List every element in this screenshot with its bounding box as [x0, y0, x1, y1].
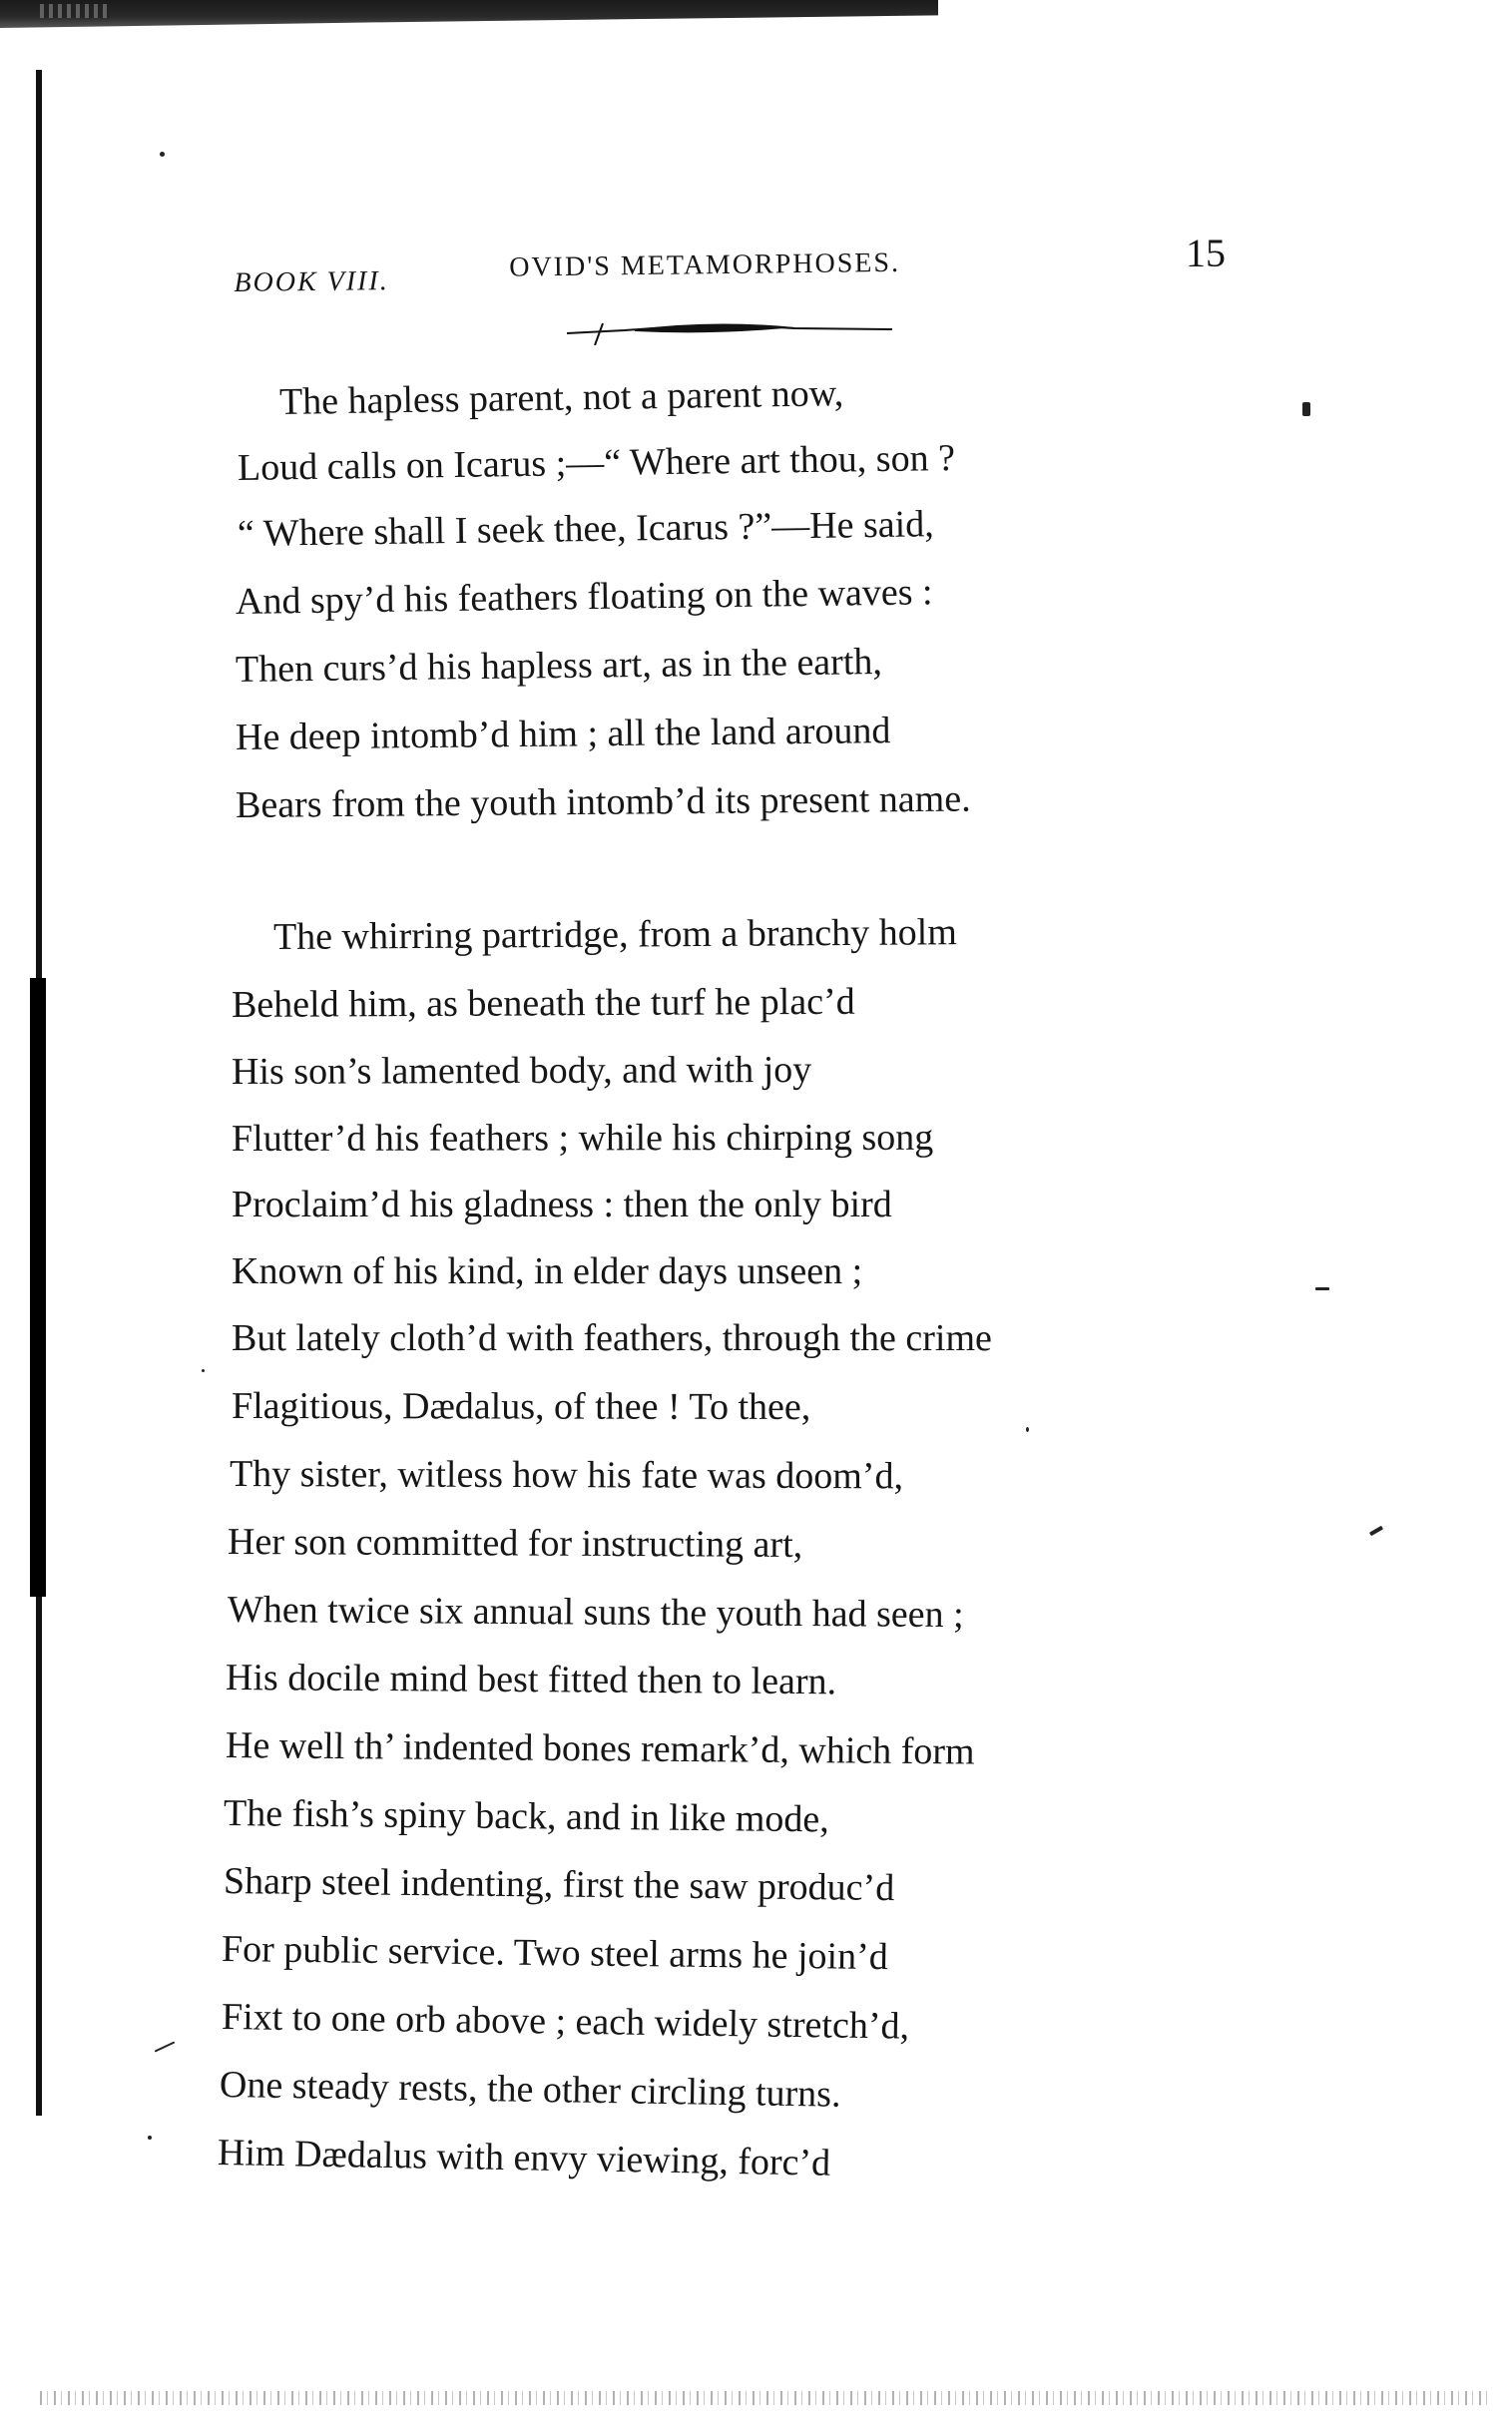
- poem-line: The fish’s spiny back, and in like mode,: [223, 1792, 830, 1841]
- poem-line: When twice six annual suns the youth had seen ;: [227, 1589, 964, 1637]
- poem-line: Proclaim’d his gladness : then the only bird: [232, 1184, 892, 1225]
- ink-speck: [1315, 1287, 1329, 1290]
- poem-line: Beheld him, as beneath the turf he plac’d: [231, 980, 855, 1026]
- poem-line: He well th’ indented bones remark’d, which form: [225, 1724, 975, 1773]
- book-number: BOOK VIII.: [234, 265, 389, 298]
- poem-line: Flutter’d his feathers ; while his chirping song: [231, 1116, 934, 1160]
- poem-line: He deep intomb’d him ; all the land around: [235, 710, 891, 758]
- poem-line: Fixt to one orb above ; each widely stretch’d,: [221, 1996, 910, 2048]
- ink-speck: [202, 1369, 205, 1372]
- scan-bottom-edge-artifact: [40, 2391, 1487, 2405]
- poem-line: But lately cloth’d with feathers, through the crime: [232, 1317, 992, 1359]
- poem-line: Her son committed for instructing art,: [227, 1521, 803, 1567]
- poem-line: Then curs’d his hapless art, as in the earth,: [235, 641, 883, 691]
- poem-line: “ Where shall I seek thee, Icarus ?”—He said,: [237, 503, 934, 555]
- poem-line: And spy’d his feathers floating on the waves :: [235, 571, 933, 623]
- poem-line: Bears from the youth intomb’d its present name.: [235, 777, 971, 826]
- page-number: 15: [1186, 231, 1226, 275]
- poem-line: Thy sister, witless how his fate was doom’d,: [229, 1453, 904, 1498]
- poem-line: Flagitious, Dædalus, of thee ! To thee,: [231, 1385, 811, 1429]
- ink-speck: [1302, 402, 1310, 416]
- poem-line: His docile mind best fitted then to learn.: [225, 1657, 837, 1703]
- work-title: OVID'S METAMORPHOSES.: [509, 246, 901, 283]
- poem-line: The whirring partridge, from a branchy holm: [272, 911, 957, 958]
- poem-line: Him Dædalus with envy viewing, forc’d: [217, 2132, 831, 2184]
- ink-speck: [148, 2136, 152, 2140]
- ink-speck: [160, 152, 165, 157]
- poem-line: His son’s lamented body, and with joy: [231, 1048, 812, 1093]
- poem-line: Loud calls on Icarus ;—“ Where art thou, son ?: [237, 436, 956, 489]
- poem-line: Sharp steel indenting, first the saw produc’d: [223, 1860, 895, 1910]
- ink-speck: [1026, 1427, 1029, 1432]
- poem-line: The hapless parent, not a parent now,: [278, 372, 844, 423]
- poem-line: For public service. Two steel arms he join’d: [221, 1928, 889, 1979]
- poem-line: One steady rests, the other circling turns.: [219, 2064, 841, 2116]
- poem-line: Known of his kind, in elder days unseen ;: [232, 1250, 863, 1292]
